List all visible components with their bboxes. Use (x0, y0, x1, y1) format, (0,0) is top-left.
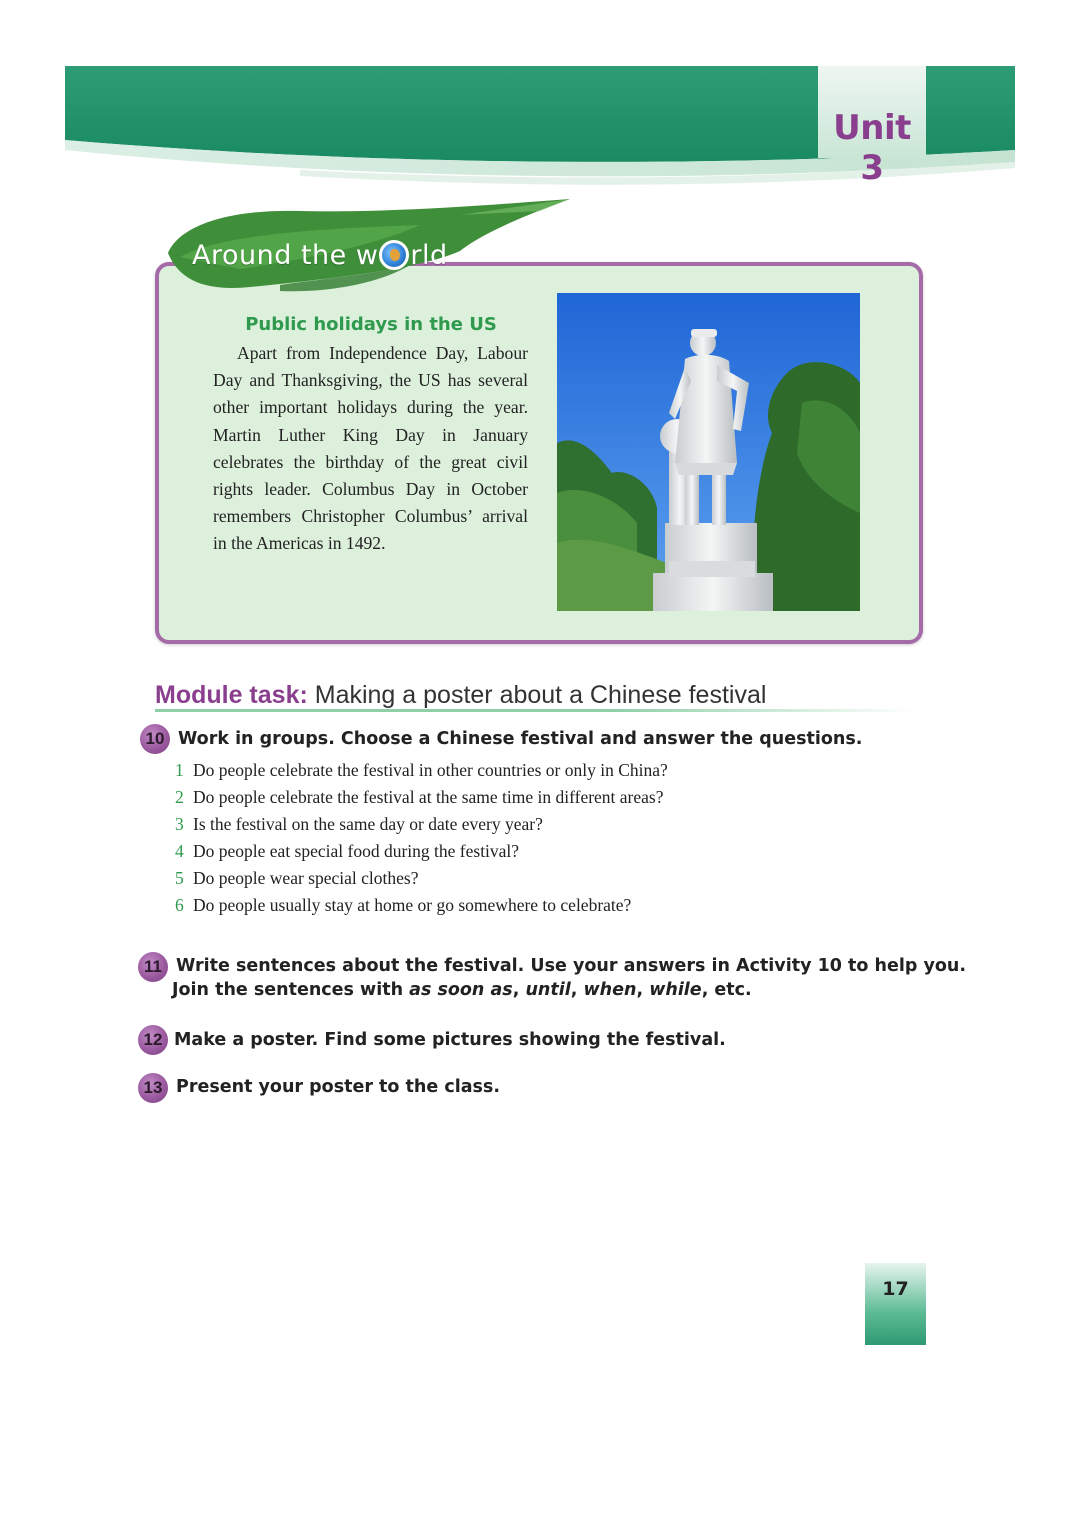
list-item (175, 814, 668, 841)
around-the-world-label (192, 240, 448, 271)
question-text: Is the festival on the same day or date every year? (193, 814, 543, 834)
list-item (175, 895, 668, 922)
question-text: Do people celebrate the festival at the same time in different areas? (193, 787, 664, 807)
activity-number-badge: 11 (138, 952, 168, 982)
connective-word: until (525, 980, 571, 1000)
module-task-title: Making a poster about a Chinese festival (314, 681, 767, 709)
text-segment: , etc. (701, 980, 752, 1000)
separator: , (636, 980, 650, 1000)
list-item (175, 841, 668, 868)
connective-word: as soon as (409, 980, 513, 1000)
question-text: Do people usually stay at home or go somewhere to celebrate? (193, 895, 632, 915)
activity-number-badge: 10 (140, 724, 170, 754)
connective-word: when (583, 980, 637, 1000)
article-title: Public holidays in the US (245, 314, 497, 335)
list-item (175, 760, 668, 787)
question-number: 2 (175, 787, 184, 807)
list-item (175, 868, 668, 895)
question-number: 1 (175, 760, 184, 780)
question-number: 4 (175, 841, 184, 861)
connective-word: while (649, 980, 702, 1000)
question-text: Do people celebrate the festival in other countries or only in China? (193, 760, 668, 780)
text-segment: Join the sentences with (172, 980, 410, 1000)
separator: , (570, 980, 584, 1000)
activity-instruction-line2 (172, 980, 752, 1000)
columbus-statue-photo (557, 293, 860, 611)
module-task-heading (155, 681, 766, 710)
label-part-1: Around the w (192, 240, 379, 271)
activity-instruction: Write sentences about the festival. Use your answers in Activity 10 to help you. (176, 956, 966, 976)
label-part-2: rld (410, 240, 448, 271)
question-number: 6 (175, 895, 184, 915)
article-body: Apart from Independence Day, Labour Day and Thanksgiving, the US has several other important holidays during the year. Martin Luther King Day in January celebrates the birthday of the great civil rights leader. Columbus Day in October remembers Christopher Columbus’ arrival in the Americas in 1492. (213, 343, 528, 554)
activity-instruction: Present your poster to the class. (176, 1077, 500, 1097)
activity-instruction: Work in groups. Choose a Chinese festival and answer the questions. (178, 729, 863, 749)
list-item (175, 787, 668, 814)
heading-underline (155, 709, 915, 712)
question-text: Do people wear special clothes? (193, 868, 419, 888)
question-list (175, 760, 668, 922)
page-number-tab (865, 1263, 926, 1345)
question-text: Do people eat special food during the festival? (193, 841, 520, 861)
page-number: 17 (882, 1278, 909, 1300)
globe-icon (379, 240, 409, 270)
activity-number-badge: 12 (138, 1025, 168, 1055)
unit-label: Unit 3 (833, 108, 911, 188)
separator: , (512, 980, 526, 1000)
activity-number-badge: 13 (138, 1073, 168, 1103)
question-number: 5 (175, 868, 184, 888)
question-number: 3 (175, 814, 184, 834)
activity-instruction: Make a poster. Find some pictures showing the festival. (174, 1030, 726, 1050)
module-task-label: Module task: (155, 681, 308, 709)
